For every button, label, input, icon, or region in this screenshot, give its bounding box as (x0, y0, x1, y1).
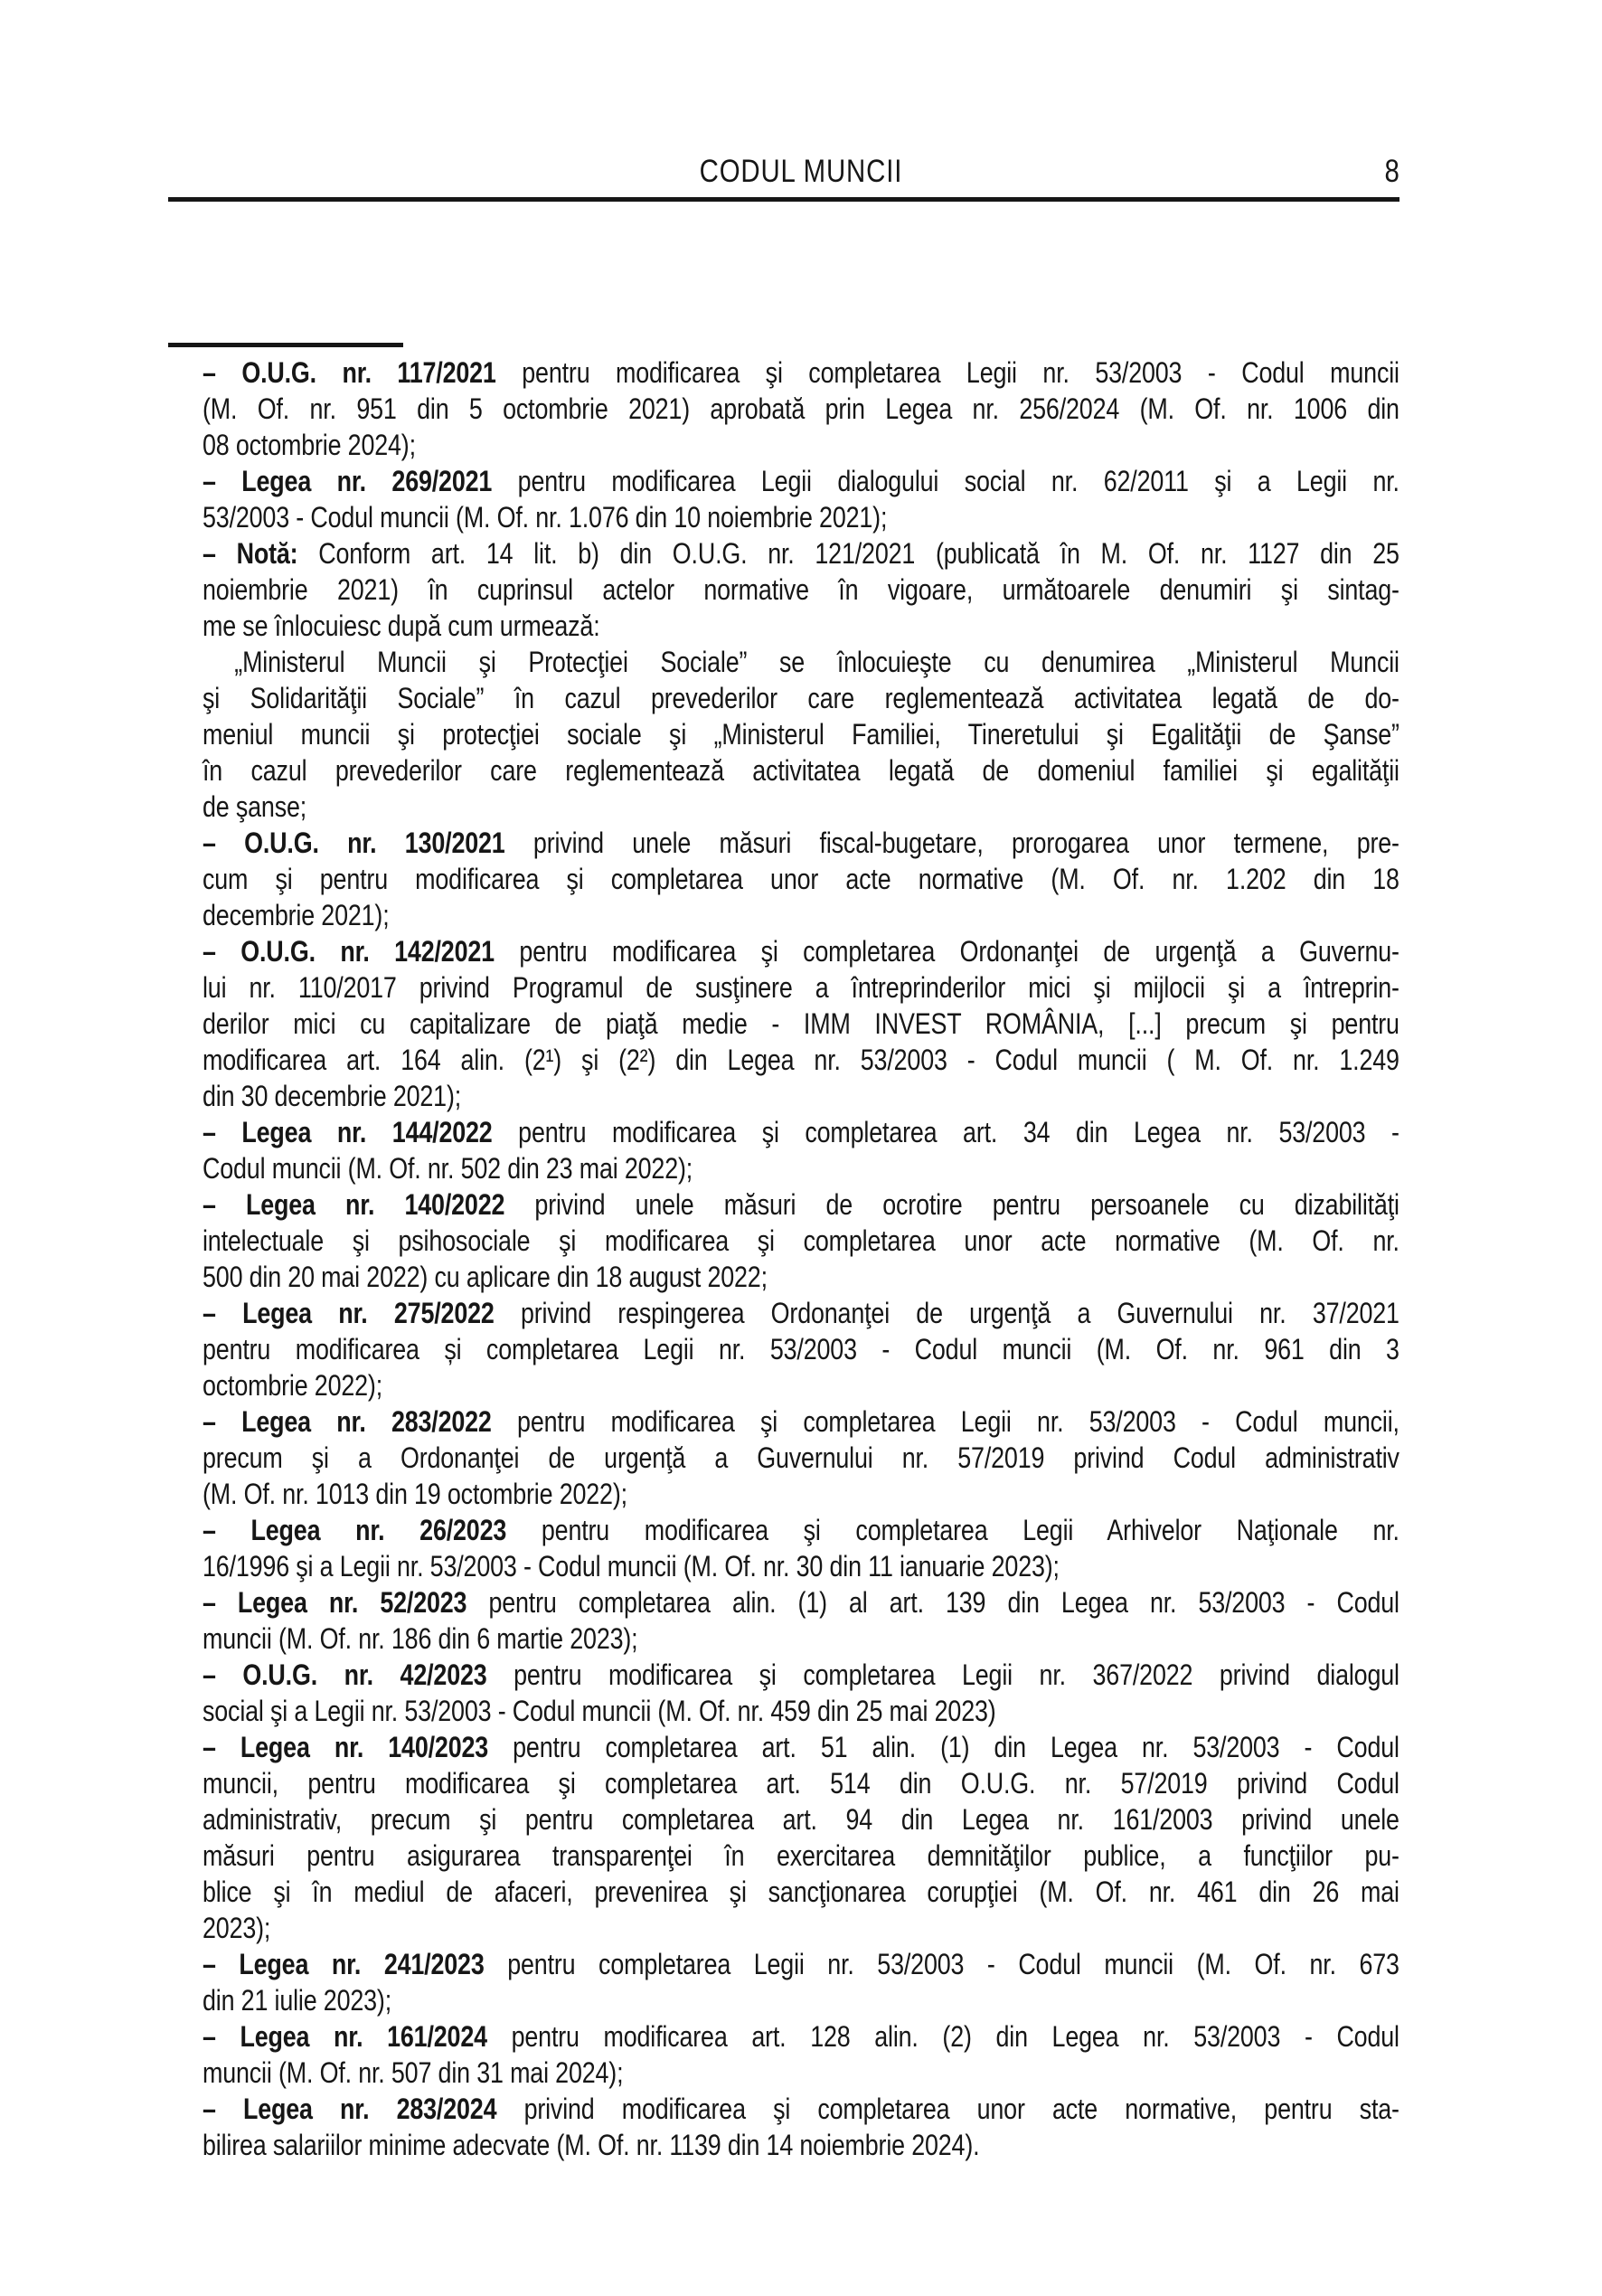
text-line: precum şi a Ordonanţei de urgenţă a Guvernului nr. 57/2019 privind Codul administrativ (203, 1441, 1399, 1474)
text-line: – O.U.G. nr. 130/2021 privind unele măsuri fiscal-bugetare, prorogarea unor termene, pre- (203, 827, 1399, 859)
entry-lead-bold: – O.U.G. nr. 117/2021 (203, 356, 496, 389)
entry-lead-bold: – O.U.G. nr. 42/2023 (203, 1658, 487, 1691)
text-line: decembrie 2021); (203, 899, 390, 931)
text-line: muncii (M. Of. nr. 186 din 6 martie 2023); (203, 1622, 638, 1655)
text-line: – O.U.G. nr. 117/2021 pentru modificarea şi completarea Legii nr. 53/2003 - Codul muncii (203, 356, 1399, 389)
text-line: octombrie 2022); (203, 1369, 383, 1402)
legal-entry (203, 535, 1399, 644)
text-line: muncii (M. Of. nr. 507 din 31 mai 2024); (203, 2056, 624, 2089)
entry-lead-bold: – O.U.G. nr. 142/2021 (203, 935, 495, 968)
legal-entry (203, 2018, 1399, 2091)
text-line: noiembrie 2021) în cuprinsul actelor normative în vigoare, următoarele denumiri şi sintag- (203, 573, 1399, 606)
text-line: cum şi pentru modificarea şi completarea unor acte normative (M. Of. nr. 1.202 din 18 (203, 863, 1399, 895)
entry-lead-bold: – Legea nr. 241/2023 (203, 1948, 485, 1980)
entry-lead-bold: – Legea nr. 52/2023 (203, 1586, 467, 1619)
legal-entry (203, 1512, 1399, 1584)
entry-lead-bold: – Legea nr. 161/2024 (203, 2020, 487, 2053)
text-line: 2023); (203, 1912, 271, 1944)
text-line: (M. Of. nr. 1013 din 19 octombrie 2022); (203, 1478, 627, 1510)
text-line: (M. Of. nr. 951 din 5 octombrie 2021) aprobată prin Legea nr. 256/2024 (M. Of. nr. 1006 din (203, 392, 1399, 425)
text-line: măsuri pentru asigurarea transparenţei în exercitarea demnităţilor publice, a funcţiilor pu- (203, 1839, 1399, 1872)
text-line: din 30 decembrie 2021); (203, 1080, 462, 1112)
header-rule (168, 197, 1399, 202)
entry-lead-bold: – Legea nr. 140/2023 (203, 1731, 489, 1763)
text-line: social şi a Legii nr. 53/2003 - Codul muncii (M. Of. nr. 459 din 25 mai 2023) (203, 1695, 996, 1727)
entry-lead-bold: – Legea nr. 283/2022 (203, 1405, 492, 1438)
text-line: şi Solidarităţii Sociale” în cazul prevederilor care reglementează activitatea legată de do- (203, 682, 1399, 714)
text-line: – Legea nr. 269/2021 pentru modificarea Legii dialogului social nr. 62/2011 şi a Legii nr. (203, 465, 1399, 497)
page-number: 8 (1384, 154, 1399, 189)
legal-entry (203, 1295, 1399, 1403)
entry-lead-bold: – Notă: (203, 537, 298, 570)
text-line: 53/2003 - Codul muncii (M. Of. nr. 1.076 din 10 noiembrie 2021); (203, 501, 888, 534)
entry-lead-bold: – Legea nr. 275/2022 (203, 1297, 495, 1329)
text-line: – Legea nr. 161/2024 pentru modificarea art. 128 alin. (2) din Legea nr. 53/2003 - Codul (203, 2020, 1399, 2053)
text-line: de şanse; (203, 790, 307, 823)
document-body (203, 354, 1399, 2163)
page-header (203, 154, 1399, 190)
legal-entry (203, 1657, 1399, 1729)
text-line: 08 octombrie 2024); (203, 429, 416, 461)
text-line: – Legea nr. 26/2023 pentru modificarea şi completarea Legii Arhivelor Naţionale nr. (203, 1514, 1399, 1546)
page-title: CODUL MUNCII (699, 154, 903, 189)
text-line: bilirea salariilor minime adecvate (M. Of. nr. 1139 din 14 noiembrie 2024). (203, 2129, 980, 2161)
text-line: muncii, pentru modificarea şi completarea art. 514 din O.U.G. nr. 57/2019 privind Codul (203, 1767, 1399, 1800)
text-line: în cazul prevederilor care reglementează activitatea legată de domeniul familiei şi egalităţii (203, 754, 1399, 787)
text-line: – Legea nr. 275/2022 privind respingerea Ordonanţei de urgenţă a Guvernului nr. 37/2021 (203, 1297, 1399, 1329)
text-line: modificarea art. 164 alin. (2¹) şi (2²) din Legea nr. 53/2003 - Codul muncii ( M. Of. nr. 1.249 (203, 1044, 1399, 1076)
text-line: pentru modificarea și completarea Legii nr. 53/2003 - Codul muncii (M. Of. nr. 961 din 3 (203, 1333, 1399, 1365)
legal-entry (203, 1946, 1399, 2018)
text-line: – Legea nr. 140/2022 privind unele măsuri de ocrotire pentru persoanele cu dizabilităţi (203, 1188, 1399, 1221)
text-line: Codul muncii (M. Of. nr. 502 din 23 mai 2022); (203, 1152, 693, 1185)
text-line: lui nr. 110/2017 privind Programul de susţinere a întreprinderilor mici şi mijlocii şi a întreprin- (203, 971, 1399, 1004)
text-line: din 21 iulie 2023); (203, 1984, 392, 2017)
text-line: – Legea nr. 241/2023 pentru completarea Legii nr. 53/2003 - Codul muncii (M. Of. nr. 673 (203, 1948, 1399, 1980)
entry-lead-bold: – Legea nr. 283/2024 (203, 2093, 497, 2125)
text-line: – Legea nr. 283/2022 pentru modificarea şi completarea Legii nr. 53/2003 - Codul muncii, (203, 1405, 1399, 1438)
entry-lead-bold: – Legea nr. 144/2022 (203, 1116, 493, 1148)
entry-lead-bold: – Legea nr. 269/2021 (203, 465, 493, 497)
text-line: – Notă: Conform art. 14 lit. b) din O.U.G. nr. 121/2021 (publicată în M. Of. nr. 1127 din 25 (203, 537, 1399, 570)
legal-entry (203, 2091, 1399, 2163)
legal-entry (203, 1114, 1399, 1186)
text-line: derilor mici cu capitalizare de piaţă medie - IMM INVEST ROMÂNIA, [...] precum şi pentru (203, 1007, 1399, 1040)
legal-entry (203, 1403, 1399, 1512)
legal-entry (203, 354, 1399, 463)
footnote-rule (168, 343, 403, 347)
text-line: – O.U.G. nr. 142/2021 pentru modificarea şi completarea Ordonanţei de urgenţă a Guvernu- (203, 935, 1399, 968)
legal-entry (203, 1186, 1399, 1295)
legal-entry (203, 1729, 1399, 1946)
text-line: 500 din 20 mai 2022) cu aplicare din 18 august 2022; (203, 1261, 768, 1293)
text-line: me se înlocuiesc după cum urmează: (203, 609, 600, 642)
text-line: intelectuale şi psihosociale şi modificarea şi completarea unor acte normative (M. Of. nr. (203, 1224, 1399, 1257)
text-line: – Legea nr. 140/2023 pentru completarea art. 51 alin. (1) din Legea nr. 53/2003 - Codul (203, 1731, 1399, 1763)
entry-lead-bold: – O.U.G. nr. 130/2021 (203, 827, 505, 859)
text-line: – O.U.G. nr. 42/2023 pentru modificarea şi completarea Legii nr. 367/2022 privind dialogul (203, 1658, 1399, 1691)
text-line: – Legea nr. 283/2024 privind modificarea şi completarea unor acte normative, pentru sta- (203, 2093, 1399, 2125)
legal-entry (203, 1584, 1399, 1657)
entry-lead-bold: – Legea nr. 26/2023 (203, 1514, 507, 1546)
text-line: blice şi în mediul de afaceri, prevenirea şi sancţionarea corupţiei (M. Of. nr. 461 din 26 mai (203, 1876, 1399, 1908)
text-line: – Legea nr. 144/2022 pentru modificarea şi completarea art. 34 din Legea nr. 53/2003 - (203, 1116, 1399, 1148)
text-line: „Ministerul Muncii şi Protecţiei Sociale” se înlocuieşte cu denumirea „Ministerul Muncii (234, 646, 1399, 678)
legal-entry (203, 644, 1399, 825)
entry-lead-bold: – Legea nr. 140/2022 (203, 1188, 505, 1221)
text-line: 16/1996 şi a Legii nr. 53/2003 - Codul muncii (M. Of. nr. 30 din 11 ianuarie 2023); (203, 1550, 1060, 1583)
text-line: administrativ, precum şi pentru completarea art. 94 din Legea nr. 161/2003 privind unele (203, 1803, 1399, 1836)
legal-entry (203, 825, 1399, 933)
legal-entry (203, 933, 1399, 1114)
legal-entry (203, 463, 1399, 535)
text-line: – Legea nr. 52/2023 pentru completarea alin. (1) al art. 139 din Legea nr. 53/2003 - Codul (203, 1586, 1399, 1619)
text-line: meniul muncii şi protecţiei sociale şi „Ministerul Familiei, Tineretului şi Egalităţii de Şanse” (203, 718, 1399, 751)
